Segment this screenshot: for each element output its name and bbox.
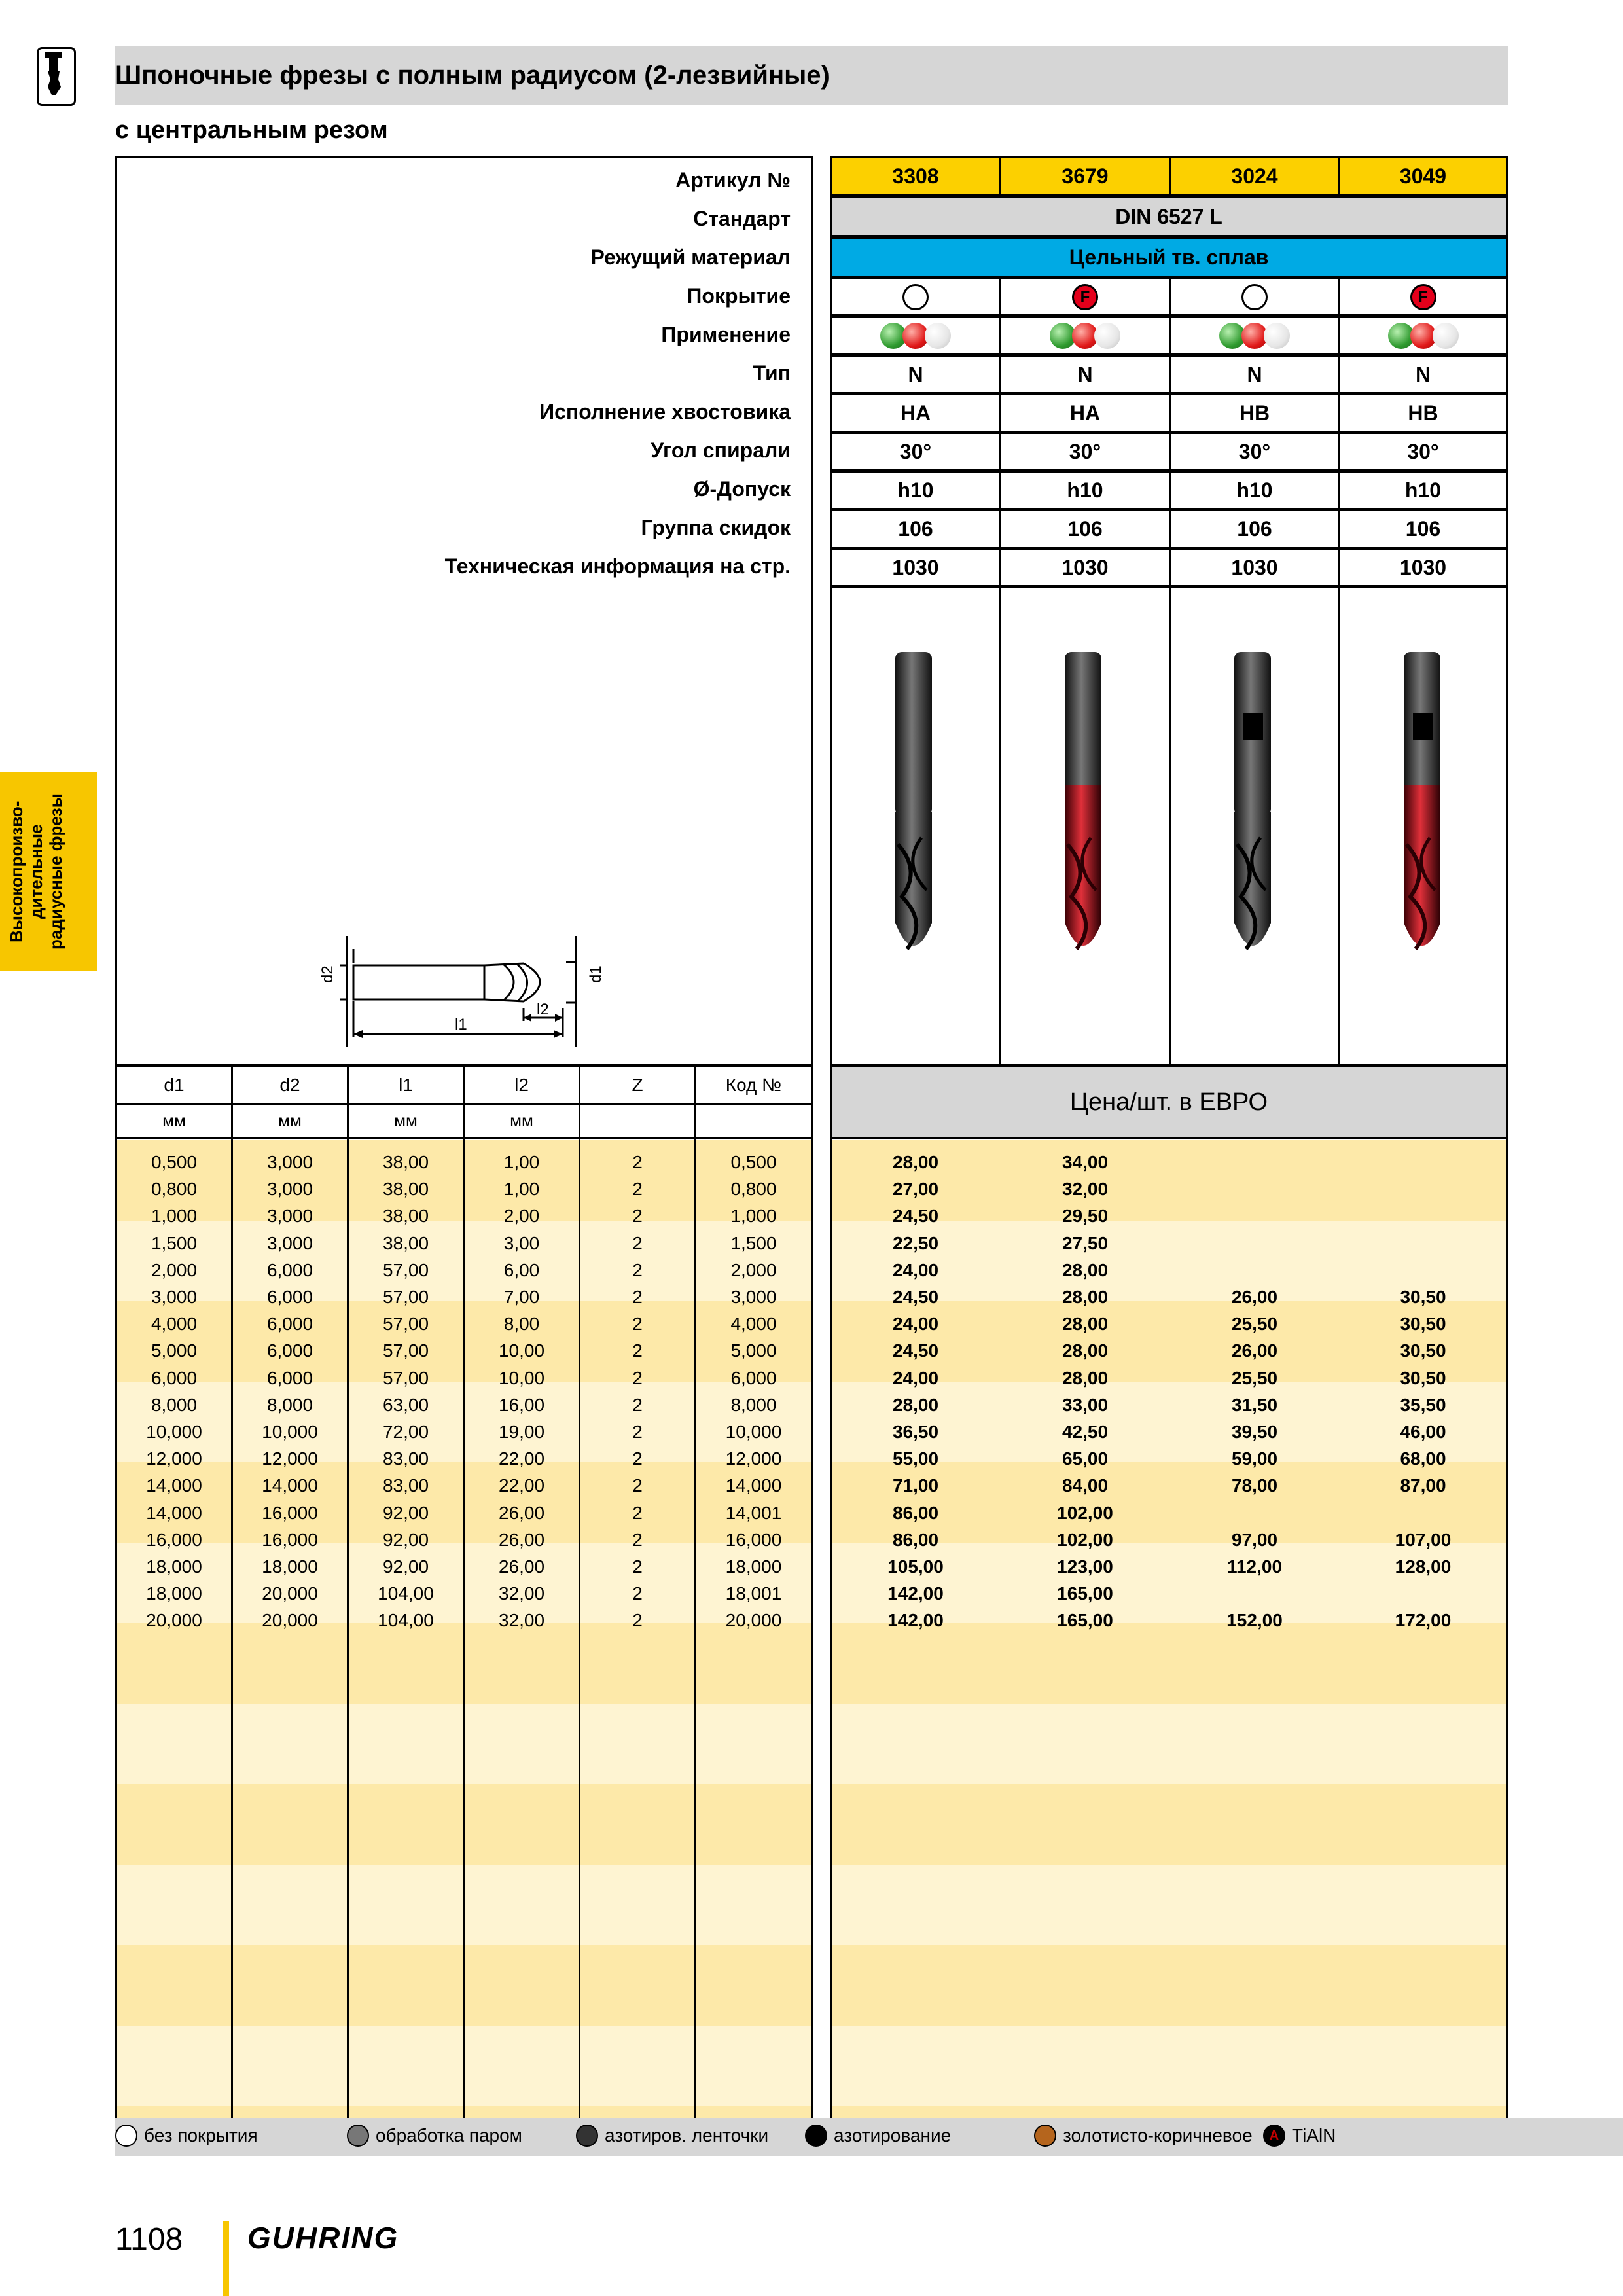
price-value: 102,00 xyxy=(1057,1502,1113,1523)
coating-cell xyxy=(999,278,1171,316)
dimension-value: 2 xyxy=(632,1340,643,1361)
dimension-value: 6,000 xyxy=(151,1367,198,1388)
milling-cutter-icon xyxy=(37,47,76,106)
row-band xyxy=(832,1865,1506,1945)
dimension-value: 38,00 xyxy=(382,1152,429,1172)
dimension-value: 0,500 xyxy=(151,1152,198,1172)
dimension-value: 2 xyxy=(632,1502,643,1523)
dimension-value: 6,00 xyxy=(503,1259,540,1280)
coating-f-icon: F xyxy=(1410,284,1436,310)
price-value: 165,00 xyxy=(1057,1610,1113,1631)
tolerance-cell: h10 xyxy=(830,471,1001,510)
price-value: 30,50 xyxy=(1400,1314,1446,1335)
helix-cell: 30° xyxy=(1338,432,1508,471)
legend-item xyxy=(1263,2125,1336,2147)
spec-label: Тип xyxy=(753,361,791,385)
helix-cell: 30° xyxy=(999,432,1171,471)
tialn-icon: A xyxy=(1263,2125,1285,2147)
dimension-value: 57,00 xyxy=(382,1367,429,1388)
legend-label: азотирование xyxy=(834,2125,952,2145)
dimension-value: 20,000 xyxy=(262,1583,318,1604)
price-value: 28,00 xyxy=(892,1152,939,1172)
dimension-value: 6,000 xyxy=(266,1367,313,1388)
column-header: l2 xyxy=(463,1066,580,1105)
dimension-value: 8,000 xyxy=(730,1394,777,1415)
price-value: 59,00 xyxy=(1231,1448,1278,1469)
dimension-value: 2,00 xyxy=(503,1206,540,1227)
discount-group-cell: 106 xyxy=(830,509,1001,548)
dimension-value: 1,500 xyxy=(730,1232,777,1253)
spec-label: Артикул № xyxy=(675,168,791,192)
dimension-value: 7,00 xyxy=(503,1287,540,1307)
dimension-value: 2 xyxy=(632,1448,643,1469)
dimension-value: 22,00 xyxy=(498,1475,545,1496)
price-value: 24,00 xyxy=(892,1314,939,1335)
spec-label: Исполнение хвостовика xyxy=(539,400,791,423)
nitrided-icon xyxy=(805,2125,827,2147)
application-cell xyxy=(830,316,1001,355)
grid-line xyxy=(830,1139,832,2126)
row-band xyxy=(832,1784,1506,1865)
shank-cell: HA xyxy=(830,393,1001,433)
type-cell: N xyxy=(1169,355,1340,394)
footer-divider xyxy=(223,2221,229,2296)
application-cell xyxy=(999,316,1171,355)
price-value: 78,00 xyxy=(1231,1475,1278,1496)
page-title: Шпоночные фрезы с полным радиусом (2-лезвийные) xyxy=(115,61,830,90)
price-value: 34,00 xyxy=(1061,1152,1109,1172)
legend-item xyxy=(576,2125,768,2147)
dimension-value: 2 xyxy=(632,1206,643,1227)
price-value: 30,50 xyxy=(1400,1340,1446,1361)
article-number: 3049 xyxy=(1338,156,1508,196)
dimension-value: 14,001 xyxy=(725,1502,782,1523)
end-mill-image xyxy=(1045,648,1124,969)
shank-cell: HB xyxy=(1169,393,1340,433)
end-mill-image xyxy=(876,648,954,969)
page-number: 1108 xyxy=(115,2222,183,2257)
price-value: 28,00 xyxy=(1061,1259,1109,1280)
d2-label: d2 xyxy=(319,965,336,983)
dimension-value: 32,00 xyxy=(498,1583,545,1604)
column-header: Z xyxy=(579,1066,696,1105)
column-unit: мм xyxy=(463,1105,580,1139)
discount-group-cell: 106 xyxy=(999,509,1171,548)
price-value: 65,00 xyxy=(1061,1448,1109,1469)
application-cell xyxy=(1338,316,1508,355)
price-value: 105,00 xyxy=(887,1556,944,1577)
dimension-value: 2 xyxy=(632,1583,643,1604)
spec-label: Стандарт xyxy=(693,207,791,230)
dimension-value: 12,000 xyxy=(725,1448,782,1469)
spec-label: Техническая информация на стр. xyxy=(444,554,791,578)
application-white-icon xyxy=(1264,323,1290,349)
dimension-value: 2 xyxy=(632,1152,643,1172)
dimension-value: 2 xyxy=(632,1287,643,1307)
dimension-value: 2 xyxy=(632,1529,643,1550)
uncoated-icon xyxy=(902,284,929,310)
tech-page-cell: 1030 xyxy=(830,548,1001,587)
l2-label: l2 xyxy=(537,1001,549,1018)
legend-label: азотиров. ленточки xyxy=(605,2125,769,2145)
column-header: d1 xyxy=(115,1066,233,1105)
dimension-value: 63,00 xyxy=(382,1394,429,1415)
row-band xyxy=(832,2026,1506,2106)
price-value: 165,00 xyxy=(1057,1583,1113,1604)
spec-label: Угол спирали xyxy=(651,439,791,462)
price-value: 123,00 xyxy=(1057,1556,1113,1577)
dimension-value: 2 xyxy=(632,1259,643,1280)
shank-cell: HA xyxy=(999,393,1171,433)
row-band xyxy=(832,1623,1506,1704)
helix-cell: 30° xyxy=(1169,432,1340,471)
price-value: 26,00 xyxy=(1231,1287,1278,1307)
price-value: 26,00 xyxy=(1231,1340,1278,1361)
spec-label: Группа скидок xyxy=(641,516,791,539)
dimension-value: 14,000 xyxy=(146,1502,202,1523)
dimension-value: 1,00 xyxy=(503,1179,540,1200)
dimension-value: 57,00 xyxy=(382,1287,429,1307)
dimension-value: 26,00 xyxy=(498,1502,545,1523)
dimension-value: 0,800 xyxy=(151,1179,198,1200)
dimension-value: 3,000 xyxy=(730,1287,777,1307)
section-tab-label: Высокопроизво-дительные радиусные фрезы xyxy=(7,793,65,950)
tolerance-cell: h10 xyxy=(1338,471,1508,510)
dimension-value: 12,000 xyxy=(146,1448,202,1469)
dimension-value: 1,000 xyxy=(730,1206,777,1227)
price-value: 27,50 xyxy=(1061,1232,1109,1253)
price-value: 86,00 xyxy=(892,1529,939,1550)
dimension-value: 83,00 xyxy=(382,1475,429,1496)
brand-logo: GUHRING xyxy=(247,2221,399,2255)
uncoated-icon xyxy=(1241,284,1268,310)
dimension-value: 2 xyxy=(632,1394,643,1415)
grid-line xyxy=(811,1139,813,2126)
dimension-value: 3,000 xyxy=(266,1179,313,1200)
article-number: 3679 xyxy=(999,156,1171,196)
price-value: 30,50 xyxy=(1400,1367,1446,1388)
spec-label: Ø-Допуск xyxy=(693,477,791,501)
dimension-value: 3,000 xyxy=(266,1152,313,1172)
dimension-value: 20,000 xyxy=(262,1610,318,1631)
dimension-value: 18,000 xyxy=(146,1556,202,1577)
column-unit: мм xyxy=(115,1105,233,1139)
coating-cell xyxy=(1169,278,1340,316)
price-value: 24,50 xyxy=(892,1287,939,1307)
grid-line xyxy=(579,1139,580,2126)
price-value: 28,00 xyxy=(1061,1314,1109,1335)
price-value: 28,00 xyxy=(1061,1340,1109,1361)
dimension-value: 104,00 xyxy=(378,1610,434,1631)
end-mill-image xyxy=(1384,648,1463,969)
dimension-value: 57,00 xyxy=(382,1314,429,1335)
type-cell: N xyxy=(1338,355,1508,394)
price-value: 24,50 xyxy=(892,1340,939,1361)
price-value: 39,50 xyxy=(1231,1422,1278,1442)
spec-label: Покрытие xyxy=(687,284,791,308)
price-value: 172,00 xyxy=(1395,1610,1452,1631)
dimension-value: 1,00 xyxy=(503,1152,540,1172)
dimension-value: 5,000 xyxy=(151,1340,198,1361)
price-value: 25,50 xyxy=(1231,1314,1278,1335)
dimension-value: 8,00 xyxy=(503,1314,540,1335)
price-value: 142,00 xyxy=(887,1610,944,1631)
price-value: 27,00 xyxy=(892,1179,939,1200)
price-value: 107,00 xyxy=(1395,1529,1452,1550)
dimension-value: 26,00 xyxy=(498,1529,545,1550)
dimension-value: 4,000 xyxy=(730,1314,777,1335)
price-value: 84,00 xyxy=(1061,1475,1109,1496)
dimension-value: 16,000 xyxy=(262,1502,318,1523)
price-header: Цена/шт. в ЕВРО xyxy=(830,1066,1508,1139)
dimension-value: 32,00 xyxy=(498,1610,545,1631)
nitrided-land-icon xyxy=(576,2125,598,2147)
dimension-value: 2 xyxy=(632,1314,643,1335)
dimension-value: 14,000 xyxy=(262,1475,318,1496)
price-value: 28,00 xyxy=(892,1394,939,1415)
dimension-value: 10,00 xyxy=(498,1340,545,1361)
price-value: 36,50 xyxy=(892,1422,939,1442)
price-value: 24,00 xyxy=(892,1259,939,1280)
price-value: 112,00 xyxy=(1226,1556,1283,1577)
dimension-value: 92,00 xyxy=(382,1556,429,1577)
dimension-value: 6,000 xyxy=(730,1367,777,1388)
dimension-value: 2,000 xyxy=(151,1259,198,1280)
dimension-value: 8,000 xyxy=(151,1394,198,1415)
legend-item xyxy=(115,2125,258,2147)
dimension-value: 2 xyxy=(632,1367,643,1388)
dimension-value: 2,000 xyxy=(730,1259,777,1280)
application-cell xyxy=(1169,316,1340,355)
dimension-value: 20,000 xyxy=(146,1610,202,1631)
price-value: 24,00 xyxy=(892,1367,939,1388)
dimension-value: 0,800 xyxy=(730,1179,777,1200)
l1-label: l1 xyxy=(455,1016,467,1033)
dimension-value: 38,00 xyxy=(382,1232,429,1253)
row-band xyxy=(832,1945,1506,2026)
dimension-value: 2 xyxy=(632,1610,643,1631)
grid-line xyxy=(347,1139,349,2126)
article-number: 3024 xyxy=(1169,156,1340,196)
column-unit xyxy=(694,1105,813,1139)
column-unit: мм xyxy=(347,1105,465,1139)
column-unit xyxy=(579,1105,696,1139)
grid-line xyxy=(1506,1139,1508,2126)
dimension-value: 8,000 xyxy=(266,1394,313,1415)
price-value: 31,50 xyxy=(1231,1394,1278,1415)
price-value: 28,00 xyxy=(1061,1367,1109,1388)
spec-label: Режущий материал xyxy=(590,245,791,269)
coating-f-icon: F xyxy=(1072,284,1098,310)
dimension-value: 2 xyxy=(632,1232,643,1253)
dimension-value: 38,00 xyxy=(382,1179,429,1200)
type-cell: N xyxy=(999,355,1171,394)
legend-item xyxy=(1034,2125,1253,2147)
dimension-value: 4,000 xyxy=(151,1314,198,1335)
gold-brown-icon xyxy=(1034,2125,1056,2147)
dimension-value: 16,000 xyxy=(262,1529,318,1550)
application-white-icon xyxy=(1094,323,1120,349)
steam-treated-icon xyxy=(347,2125,369,2147)
type-cell: N xyxy=(830,355,1001,394)
dimension-value: 16,000 xyxy=(146,1529,202,1550)
dimension-value: 18,000 xyxy=(725,1556,782,1577)
grid-line xyxy=(463,1139,465,2126)
tech-page-cell: 1030 xyxy=(999,548,1171,587)
legend-label: золотисто-коричневое xyxy=(1063,2125,1253,2145)
price-value: 30,50 xyxy=(1400,1287,1446,1307)
dimension-value: 72,00 xyxy=(382,1422,429,1442)
price-value: 102,00 xyxy=(1057,1529,1113,1550)
dimension-value: 2 xyxy=(632,1475,643,1496)
discount-group-cell: 106 xyxy=(1169,509,1340,548)
dimension-value: 38,00 xyxy=(382,1206,429,1227)
dimension-value: 5,000 xyxy=(730,1340,777,1361)
helix-cell: 30° xyxy=(830,432,1001,471)
page-subtitle: с центральным резом xyxy=(115,117,388,144)
uncoated-icon xyxy=(115,2125,137,2147)
dimension-value: 18,001 xyxy=(725,1583,782,1604)
dimension-value: 10,000 xyxy=(262,1422,318,1442)
column-header: d2 xyxy=(231,1066,349,1105)
grid-line xyxy=(115,1139,117,2126)
dimension-value: 104,00 xyxy=(378,1583,434,1604)
dimension-value: 57,00 xyxy=(382,1259,429,1280)
price-value: 71,00 xyxy=(892,1475,939,1496)
price-value: 28,00 xyxy=(1061,1287,1109,1307)
price-value: 128,00 xyxy=(1395,1556,1452,1577)
dimension-value: 0,500 xyxy=(730,1152,777,1172)
discount-group-cell: 106 xyxy=(1338,509,1508,548)
legend-item xyxy=(347,2125,522,2147)
dimension-value: 3,000 xyxy=(266,1206,313,1227)
legend-label: без покрытия xyxy=(144,2125,258,2145)
price-value: 35,50 xyxy=(1400,1394,1446,1415)
dimension-value: 20,000 xyxy=(725,1610,782,1631)
dimension-value: 16,000 xyxy=(725,1529,782,1550)
price-value: 68,00 xyxy=(1400,1448,1446,1469)
tolerance-cell: h10 xyxy=(999,471,1171,510)
price-value: 152,00 xyxy=(1226,1610,1283,1631)
grid-line xyxy=(231,1139,233,2126)
dimension-value: 10,000 xyxy=(146,1422,202,1442)
price-value: 29,50 xyxy=(1061,1206,1109,1227)
row-band xyxy=(832,1704,1506,1784)
dimension-value: 6,000 xyxy=(266,1314,313,1335)
dimension-value: 83,00 xyxy=(382,1448,429,1469)
application-white-icon xyxy=(1433,323,1459,349)
end-mill-image xyxy=(1215,648,1293,969)
dimension-value: 57,00 xyxy=(382,1340,429,1361)
price-value: 46,00 xyxy=(1400,1422,1446,1442)
tech-page-cell: 1030 xyxy=(1169,548,1340,587)
dimension-value: 10,00 xyxy=(498,1367,545,1388)
price-value: 24,50 xyxy=(892,1206,939,1227)
spec-label: Применение xyxy=(661,323,791,346)
dimension-value: 92,00 xyxy=(382,1502,429,1523)
legend-label: обработка паром xyxy=(376,2125,522,2145)
dimension-value: 19,00 xyxy=(498,1422,545,1442)
column-header: Код № xyxy=(694,1066,813,1105)
dimension-value: 6,000 xyxy=(266,1287,313,1307)
dimension-value: 92,00 xyxy=(382,1529,429,1550)
dimension-value: 26,00 xyxy=(498,1556,545,1577)
column-header: l1 xyxy=(347,1066,465,1105)
dimension-value: 3,00 xyxy=(503,1232,540,1253)
legend-item xyxy=(805,2125,951,2147)
dimension-value: 2 xyxy=(632,1422,643,1442)
dimension-value: 16,00 xyxy=(498,1394,545,1415)
price-value: 87,00 xyxy=(1400,1475,1446,1496)
price-value: 25,50 xyxy=(1231,1367,1278,1388)
shank-cell: HB xyxy=(1338,393,1508,433)
price-value: 86,00 xyxy=(892,1502,939,1523)
coating-cell xyxy=(830,278,1001,316)
dimension-value: 14,000 xyxy=(725,1475,782,1496)
dimension-value: 6,000 xyxy=(266,1340,313,1361)
dimension-value: 1,000 xyxy=(151,1206,198,1227)
dimension-value: 3,000 xyxy=(266,1232,313,1253)
article-number: 3308 xyxy=(830,156,1001,196)
dimension-value: 22,00 xyxy=(498,1448,545,1469)
dimension-value: 2 xyxy=(632,1556,643,1577)
coating-cell xyxy=(1338,278,1508,316)
price-value: 97,00 xyxy=(1231,1529,1278,1550)
price-value: 142,00 xyxy=(887,1583,944,1604)
price-value: 32,00 xyxy=(1061,1179,1109,1200)
dimension-value: 1,500 xyxy=(151,1232,198,1253)
standard-cell: DIN 6527 L xyxy=(830,196,1508,237)
d1-label: d1 xyxy=(587,965,605,983)
legend-label: TiAlN xyxy=(1292,2125,1336,2145)
tolerance-cell: h10 xyxy=(1169,471,1340,510)
dimension-value: 10,000 xyxy=(725,1422,782,1442)
technical-drawing xyxy=(308,923,622,1054)
price-value: 42,50 xyxy=(1061,1422,1109,1442)
cutting-material-cell: Цельный тв. сплав xyxy=(830,237,1508,278)
dimension-value: 2 xyxy=(632,1179,643,1200)
price-value: 33,00 xyxy=(1061,1394,1109,1415)
dimension-value: 14,000 xyxy=(146,1475,202,1496)
price-value: 22,50 xyxy=(892,1232,939,1253)
application-white-icon xyxy=(925,323,951,349)
dimension-value: 18,000 xyxy=(262,1556,318,1577)
column-unit: мм xyxy=(231,1105,349,1139)
tech-page-cell: 1030 xyxy=(1338,548,1508,587)
dimension-value: 6,000 xyxy=(266,1259,313,1280)
dimension-value: 12,000 xyxy=(262,1448,318,1469)
grid-line xyxy=(694,1139,696,2126)
dimension-value: 3,000 xyxy=(151,1287,198,1307)
dimension-value: 18,000 xyxy=(146,1583,202,1604)
price-value: 55,00 xyxy=(892,1448,939,1469)
